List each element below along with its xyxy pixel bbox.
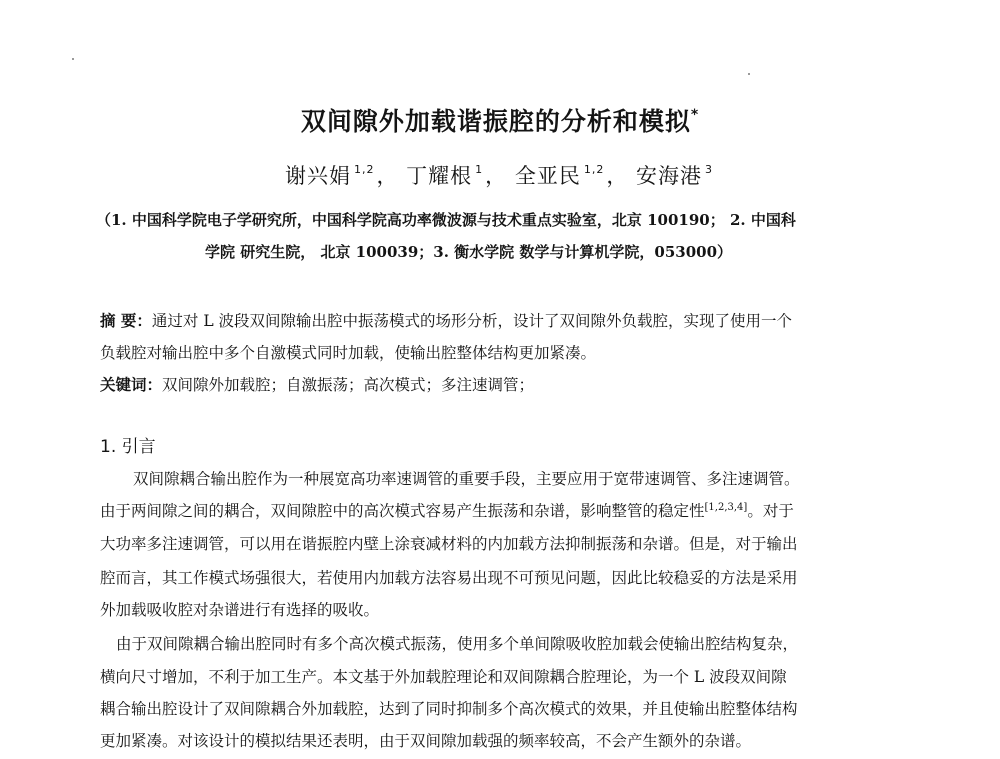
paragraph-text: 由于两间隙之间的耦合，双间隙腔中的高次模式容易产生振荡和杂谱，影响整管的稳定性: [100, 502, 705, 520]
scan-speck: [748, 73, 750, 75]
keywords-label: 关键词：: [100, 376, 163, 394]
author-name: 安海港: [636, 164, 703, 188]
paragraph-line: 双间隙耦合输出腔作为一种展宽高功率速调管的重要手段，主要应用于宽带速调管、多注速调管。: [133, 470, 800, 488]
author-separator: ，: [606, 164, 629, 188]
paper-title: [0, 102, 1000, 138]
paragraph-line: 由于双间隙耦合输出腔同时有多个高次模式振荡，使用多个单间隙吸收腔加载会使输出腔结构复杂，: [116, 635, 799, 653]
abstract-label: 摘 要：: [100, 312, 152, 330]
abstract-text: 通过对 L 波段双间隙输出腔中振荡模式的场形分析，设计了双间隙外负载腔，实现了使用一个: [151, 312, 793, 330]
keywords: [100, 373, 534, 395]
citation-ref: [1,2,3,4]: [704, 502, 748, 513]
author-list: [0, 160, 1000, 190]
author-separator: ，: [376, 164, 399, 188]
paragraph-line: 腔而言，其工作模式场强很大，若使用内加载方法容易出现不可预见问题，因此比较稳妥的方法是采用: [100, 569, 798, 587]
paragraph-line: 耦合输出腔设计了双间隙耦合外加载腔，达到了同时抑制多个高次模式的效果，并且使输出腔整体结构: [100, 700, 798, 718]
paragraph-line: 更加紧凑。对该设计的模拟结果还表明，由于双间隙加载强的频率较高，不会产生额外的杂谱。: [100, 732, 752, 750]
paragraph-line: [100, 499, 794, 521]
scan-speck: [72, 58, 74, 60]
paragraph-line: 外加载吸收腔对杂谱进行有选择的吸收。: [100, 601, 380, 619]
author-name: 丁耀根: [406, 164, 473, 188]
title-footnote-mark: *: [690, 107, 700, 123]
paragraph-line: 横向尺寸增加，不利于加工生产。本文基于外加载腔理论和双间隙耦合腔理论，为一个 L 波段双间隙: [100, 668, 787, 686]
affiliation-line: （1. 中国科学院电子学研究所，中国科学院高功率微波源与技术重点实验室，北京 100190； 2. 中国科: [96, 211, 796, 229]
paragraph-text: 。对于: [747, 502, 794, 520]
paragraph-line: 大功率多注速调管，可以用在谐振腔内壁上涂衰减材料的内加载方法抑制振荡和杂谱。但是，对于输出: [100, 535, 798, 553]
keywords-text: 双间隙外加载腔；自激振荡；高次模式；多注速调管；: [162, 376, 535, 394]
paper-title-text: 双间隙外加载谐振腔的分析和模拟: [300, 107, 691, 136]
author-affiliation-mark: 3: [705, 163, 714, 176]
author-name: 全亚民: [514, 164, 581, 188]
author-affiliation-mark: 1,2: [353, 163, 375, 176]
author-affiliation-mark: 1: [475, 163, 484, 176]
author-name: 谢兴娟: [284, 164, 351, 188]
section-heading: 1. 引言: [100, 437, 156, 457]
abstract-text: 负载腔对输出腔中多个自激模式同时加载，使输出腔整体结构更加紧凑。: [100, 344, 597, 362]
author-affiliation-mark: 1,2: [583, 163, 605, 176]
abstract: [100, 309, 792, 331]
author-separator: ，: [485, 164, 508, 188]
affiliation-line: 学院 研究生院， 北京 100039；3. 衡水学院 数学与计算机学院，053000）: [205, 243, 733, 261]
